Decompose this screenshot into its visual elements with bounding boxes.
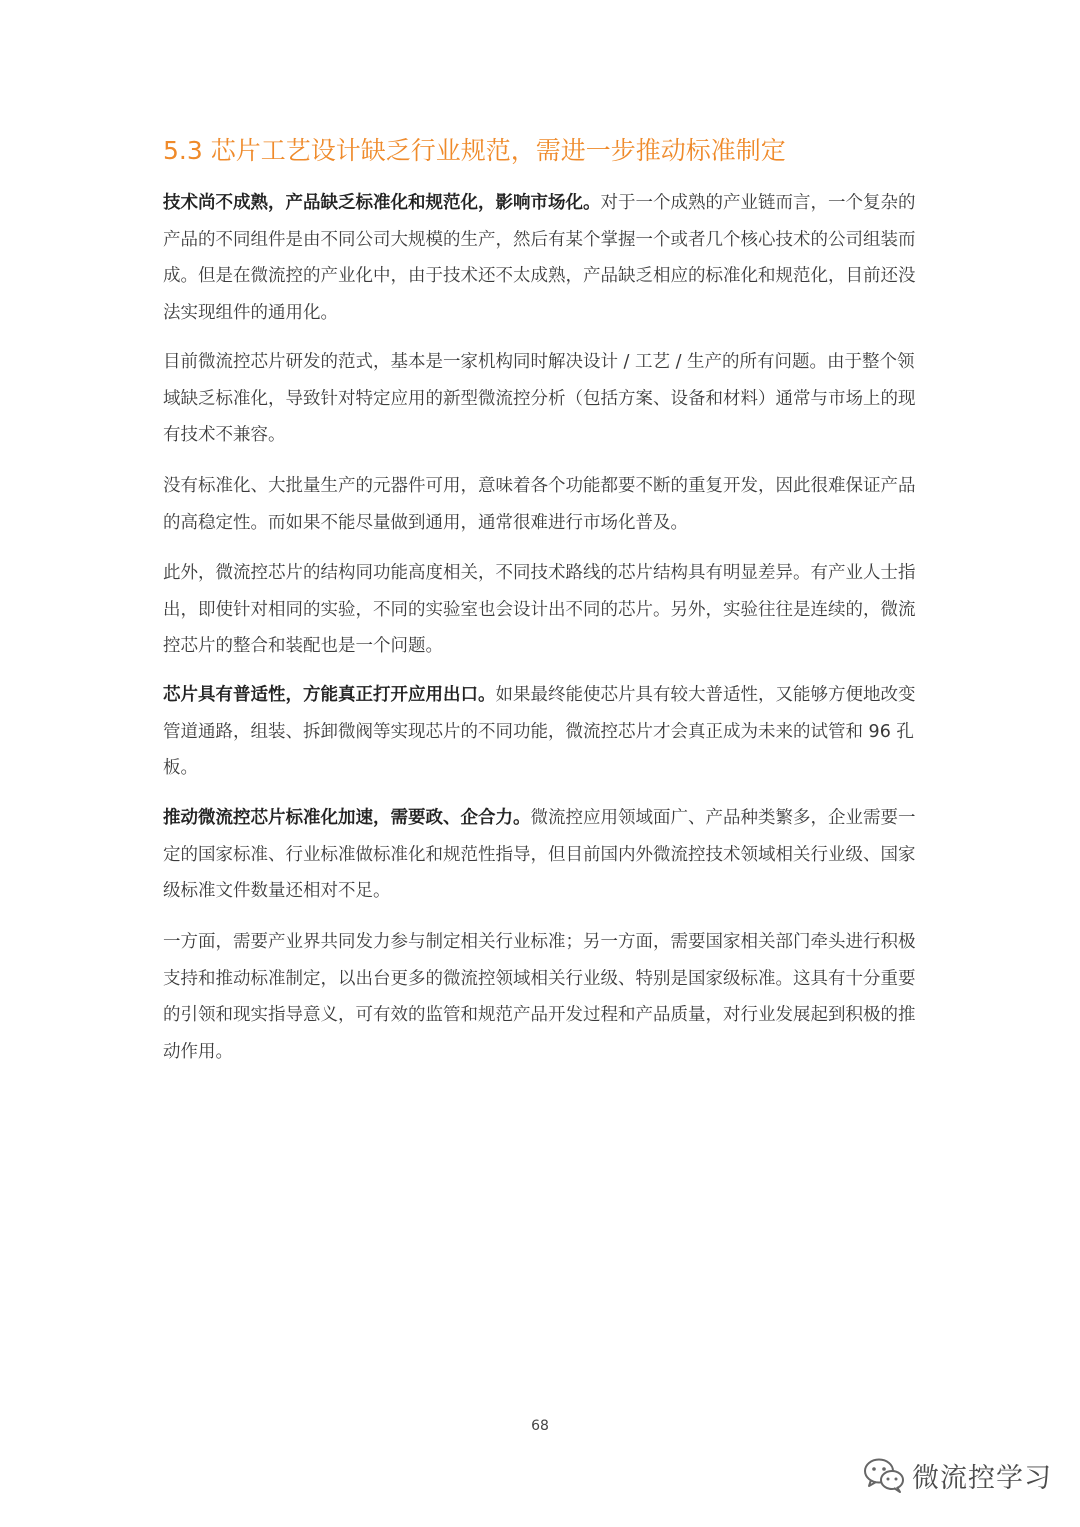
watermark-text: 微流控学习 bbox=[912, 1462, 1052, 1494]
section-title: 5.3 芯片工艺设计缺乏行业规范，需进一步推动标准制定 bbox=[163, 136, 786, 165]
paragraph bbox=[163, 468, 923, 541]
paragraph-lead: 芯片具有普适性，方能真正打开应用出口。 bbox=[163, 685, 496, 705]
paragraph-text: 目前微流控芯片研发的范式，基本是一家机构同时解决设计 / 工艺 / 生产的所有问题。由于整个领域缺乏标准化，导致针对特定应用的新型微流控分析（包括方案、设备和材料）通常与市场上的现有技术不兼容。 bbox=[163, 352, 916, 445]
paragraph bbox=[163, 800, 923, 910]
paragraph-lead: 推动微流控芯片标准化加速，需要政、企合力。 bbox=[163, 808, 531, 828]
page-number: 68 bbox=[531, 1418, 549, 1434]
paragraph bbox=[163, 344, 923, 454]
paragraph-text: 对于一个成熟的产业链而言，一个复杂的产品的不同组件是由不同公司大规模的生产，然后有某个掌握一个或者几个核心技术的公司组装而成。但是在微流控的产业化中，由于技术还不太成熟，产品缺乏相应的标准化和规范化，目前还没法实现组件的通用化。 bbox=[163, 193, 916, 323]
paragraph-text: 一方面，需要产业界共同发力参与制定相关行业标准；另一方面，需要国家相关部门牵头进行积极支持和推动标准制定，以出台更多的微流控领域相关行业级、特别是国家级标准。这具有十分重要的引领和现实指导意义，可有效的监管和规范产品开发过程和产品质量，对行业发展起到积极的推动作用。 bbox=[163, 932, 916, 1062]
paragraph-lead: 技术尚不成熟，产品缺乏标准化和规范化，影响市场化。 bbox=[163, 193, 601, 213]
paragraph bbox=[163, 677, 923, 787]
paragraph-text: 如果最终能使芯片具有较大普适性，又能够方便地改变管道通路，组装、拆卸微阀等实现芯片的不同功能，微流控芯片才会真正成为未来的试管和 96 孔板。 bbox=[163, 685, 916, 778]
paragraph bbox=[163, 924, 923, 1070]
wechat-icon bbox=[862, 1455, 906, 1495]
paragraph-text: 微流控应用领域面广、产品种类繁多，企业需要一定的国家标准、行业标准做标准化和规范性指导，但目前国内外微流控技术领域相关行业级、国家级标准文件数量还相对不足。 bbox=[163, 808, 916, 901]
paragraph bbox=[163, 555, 923, 665]
paragraph-text: 没有标准化、大批量生产的元器件可用，意味着各个功能都要不断的重复开发，因此很难保证产品的高稳定性。而如果不能尽量做到通用，通常很难进行市场化普及。 bbox=[163, 476, 916, 533]
watermark bbox=[862, 1452, 1052, 1498]
paragraph bbox=[163, 185, 923, 331]
paragraph-text: 此外，微流控芯片的结构同功能高度相关，不同技术路线的芯片结构具有明显差异。有产业人士指出，即使针对相同的实验，不同的实验室也会设计出不同的芯片。另外，实验往往是连续的，微流控芯片的整合和装配也是一个问题。 bbox=[163, 563, 916, 656]
